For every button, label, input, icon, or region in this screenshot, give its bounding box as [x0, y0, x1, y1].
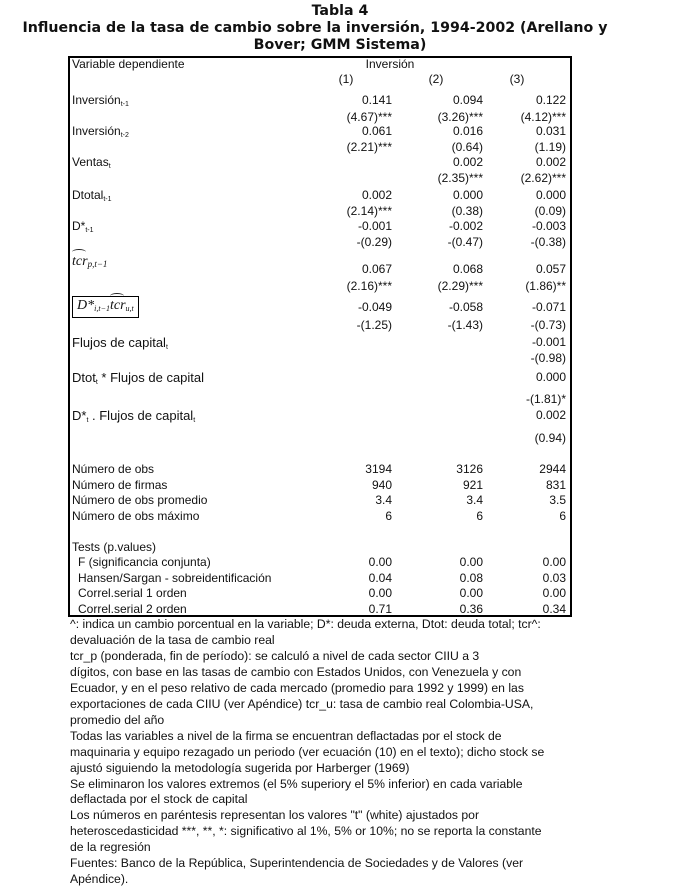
footnote-line: exportaciones de cada CIIU (ver Apéndice) tcr_u: tasa de cambio real Colombia-USA, — [70, 696, 534, 711]
test-label: Correl.serial 2 orden — [78, 601, 187, 616]
t-stat-col3: (4.12)*** — [520, 110, 566, 124]
coefficient-col1: -0.001 — [357, 219, 392, 233]
coefficient-col3: 0.000 — [535, 370, 566, 384]
t-stat-col3: -(0.38) — [530, 235, 566, 249]
coefficient-col3: -0.003 — [531, 219, 566, 233]
stat-label: Número de obs promedio — [72, 493, 208, 508]
coefficient-col1: 0.061 — [361, 124, 392, 138]
coefficient-col3: -0.001 — [531, 335, 566, 349]
test-row — [70, 571, 570, 586]
test-label: Hansen/Sargan - sobreidentificación — [78, 570, 272, 585]
test-pvalue-col3: 0.00 — [542, 555, 566, 569]
coefficient-row — [70, 124, 570, 139]
coefficient-col2: -0.002 — [448, 219, 483, 233]
test-pvalue-col3: 0.34 — [542, 601, 566, 616]
test-row — [70, 555, 570, 570]
variable-label: Inversión$_{t-1}$ — [72, 93, 129, 108]
t-stat-col1: (4.67)*** — [346, 110, 392, 124]
coefficient-row — [70, 188, 570, 203]
footnote-line: devaluación de la tasa de cambio real — [70, 632, 275, 647]
coefficient-row — [70, 254, 570, 277]
footnote-line: ^: indica un cambio porcentual en la variable; D*: deuda externa, Dtot: deuda total; tcr^: — [70, 617, 541, 631]
t-statistic-row — [70, 318, 570, 333]
t-statistic-row — [70, 171, 570, 186]
summary-stat-row — [70, 478, 570, 493]
test-row — [70, 602, 570, 617]
coefficient-row — [70, 219, 570, 234]
coefficient-col1: 0.067 — [361, 262, 392, 276]
t-statistic-row — [70, 351, 570, 366]
column-header-1: (1) — [338, 72, 354, 86]
footnote-line: tcr_p (ponderada, fin de período): se calculó a nivel de cada sector CIIU a 3 — [70, 648, 480, 663]
variable-label: Dtot$_t$ * Flujos de capital — [72, 370, 205, 386]
coefficient-row — [70, 335, 570, 350]
test-pvalue-col2: 0.08 — [459, 570, 483, 585]
stat-value-col1: 3194 — [365, 462, 392, 476]
stat-value-col2: 3126 — [456, 462, 483, 476]
table-title: Influencia de la tasa de cambio sobre la inversión, 1994-2002 (Arellano y — [22, 20, 608, 36]
coefficient-col1: -0.049 — [357, 300, 392, 314]
t-statistic-row — [70, 110, 570, 125]
stat-label: Número de firmas — [72, 477, 168, 492]
coefficient-col3: 0.002 — [535, 408, 566, 422]
coefficient-col3: 0.057 — [535, 262, 566, 276]
variable-label: tcr$_{p,t-1}$ — [72, 254, 108, 269]
t-stat-col2: (0.64) — [451, 140, 483, 154]
t-stat-col3: -(0.98) — [530, 351, 566, 365]
test-label: Correl.serial 1 orden — [78, 586, 187, 600]
column-header-3: (3) — [509, 72, 525, 86]
t-statistic-row — [70, 279, 570, 294]
stat-value-col2: 6 — [476, 509, 483, 524]
stat-label: Número de obs máximo — [72, 509, 200, 524]
footnote-line: heteroscedasticidad ***, **, *: significativo al 1%, 5% or 10%; no se reporta la constante — [70, 824, 542, 839]
variable-label: Inversión$_{t-2}$ — [72, 124, 129, 139]
t-stat-col3: -(0.73) — [530, 318, 566, 332]
test-pvalue-col2: 0.00 — [459, 555, 483, 569]
t-statistic-row — [70, 235, 570, 250]
table-title-cont: Bover; GMM Sistema) — [253, 37, 427, 53]
t-stat-col2: (0.38) — [451, 204, 483, 218]
column-header-row — [70, 72, 570, 87]
footnote-line: maquinaria y equipo rezagado un periodo (ver ecuación (10) en el texto); dicho stock se — [70, 744, 545, 759]
boxed-interaction-term: $D*_{i,t-1}tcr_{u,t}$ — [72, 296, 139, 318]
footnote-line: deflactada por el stock de capital — [70, 792, 248, 807]
test-label: F (significancia conjunta) — [78, 555, 211, 569]
footnote-line: ajustó siguiendo la metodología sugerida por Harberger (1969) — [70, 760, 410, 775]
coefficient-row — [70, 93, 570, 108]
stat-value-col1: 3.4 — [375, 493, 392, 508]
t-statistic-row — [70, 431, 570, 446]
t-stat-col3: (0.09) — [534, 204, 566, 218]
t-stat-col1: (2.16)*** — [346, 279, 392, 293]
t-stat-col2: (2.29)*** — [437, 279, 483, 293]
coefficient-col3: 0.031 — [535, 124, 566, 138]
dependent-variable-label: Variable dependiente — [72, 57, 185, 71]
test-pvalue-col1: 0.00 — [368, 586, 392, 600]
column-header-2: (2) — [428, 72, 444, 86]
test-pvalue-col3: 0.03 — [542, 570, 566, 585]
variable-label: Dtotal$_{t-1}$ — [72, 188, 112, 203]
stat-value-col3: 831 — [545, 477, 566, 492]
test-pvalue-col3: 0.00 — [542, 586, 566, 600]
test-pvalue-col1: 0.00 — [368, 555, 392, 569]
tests-heading-row — [70, 540, 570, 555]
test-pvalue-col2: 0.00 — [459, 586, 483, 600]
t-stat-col1: -(0.29) — [356, 235, 392, 249]
coefficient-col1: 0.141 — [361, 93, 392, 107]
test-pvalue-col1: 0.04 — [368, 570, 392, 585]
footnote-line: Todas las variables a nivel de la firma se encuentran deflactadas por el stock de — [70, 728, 502, 743]
coefficient-col2: 0.000 — [452, 188, 483, 202]
summary-stat-row — [70, 509, 570, 524]
stat-value-col3: 6 — [559, 509, 566, 524]
t-stat-col3: (1.86)** — [525, 279, 566, 293]
t-stat-col3: (2.62)*** — [520, 171, 566, 185]
variable-label: $D*_t$ . Flujos de capital$_t$ — [72, 408, 196, 424]
coefficient-row — [70, 300, 570, 315]
t-stat-col2: (2.35)*** — [437, 171, 483, 185]
coefficient-col2: 0.068 — [452, 262, 483, 276]
variable-label: Flujos de capital$_t$ — [72, 335, 168, 351]
summary-stat-row — [70, 462, 570, 477]
test-row — [70, 586, 570, 601]
footnote-line: promedio del año — [70, 712, 165, 727]
coefficient-col3: 0.000 — [535, 188, 566, 202]
tests-heading: Tests (p.values) — [72, 540, 157, 554]
footnote-line: Ecuador, y en el peso relativo de cada mercado (promedio para 1992 y 1999) en las — [70, 680, 524, 695]
t-statistic-row — [70, 204, 570, 219]
footnote-line: Apéndice). — [70, 872, 129, 887]
coefficient-row — [70, 408, 570, 423]
footnote-line: de la regresión — [70, 840, 151, 855]
variable-label: $D*_{t-1}$ — [72, 219, 94, 234]
test-pvalue-col2: 0.36 — [459, 601, 483, 616]
t-stat-col1: (2.21)*** — [346, 140, 392, 154]
stat-label: Número de obs — [72, 462, 155, 476]
coefficient-col1: 0.002 — [361, 188, 392, 202]
t-stat-col3: (0.94) — [534, 431, 566, 445]
coefficient-col2: 0.094 — [452, 93, 483, 107]
variable-label: Ventas$_t$ — [72, 155, 111, 170]
dependent-variable-value: Inversión — [365, 57, 415, 71]
stat-value-col1: 6 — [385, 509, 392, 524]
t-stat-col1: -(1.25) — [356, 318, 392, 332]
footnote-line: Los números en paréntesis representan los valores "t" (white) ajustados por — [70, 808, 480, 823]
t-stat-col3: (1.19) — [534, 140, 566, 154]
stat-value-col3: 3.5 — [549, 493, 566, 508]
t-stat-col1: (2.14)*** — [346, 204, 392, 218]
footnote-line: Se eliminaron los valores extremos (el 5% superiory el 5% inferior) en cada variable — [70, 776, 523, 791]
coefficient-col2: 0.016 — [452, 124, 483, 138]
test-pvalue-col1: 0.71 — [368, 601, 392, 616]
coefficient-row — [70, 370, 570, 385]
table-number: Tabla 4 — [311, 3, 369, 19]
footnote-line: dígitos, con base en las tasas de cambio con Estados Unidos, con Venezuela y con — [70, 664, 522, 679]
coefficient-col2: -0.058 — [448, 300, 483, 314]
footnote-line: Fuentes: Banco de la República, Superintendencia de Sociedades y de Valores (ver — [70, 856, 524, 871]
stat-value-col3: 2944 — [539, 462, 566, 476]
t-statistic-row — [70, 392, 570, 407]
t-stat-col2: (3.26)*** — [437, 110, 483, 124]
t-statistic-row — [70, 140, 570, 155]
coefficient-col3: -0.071 — [531, 300, 566, 314]
t-stat-col2: -(0.47) — [447, 235, 483, 249]
stat-value-col2: 921 — [462, 477, 483, 492]
coefficient-col3: 0.002 — [535, 155, 566, 169]
stat-value-col2: 3.4 — [466, 493, 483, 508]
coefficient-col3: 0.122 — [535, 93, 566, 107]
coefficient-row — [70, 155, 570, 170]
summary-stat-row — [70, 493, 570, 508]
t-stat-col3: -(1.81)* — [525, 392, 566, 406]
stat-value-col1: 940 — [371, 477, 392, 492]
coefficient-col2: 0.002 — [452, 155, 483, 169]
t-stat-col2: -(1.43) — [447, 318, 483, 332]
header-row — [70, 57, 570, 72]
